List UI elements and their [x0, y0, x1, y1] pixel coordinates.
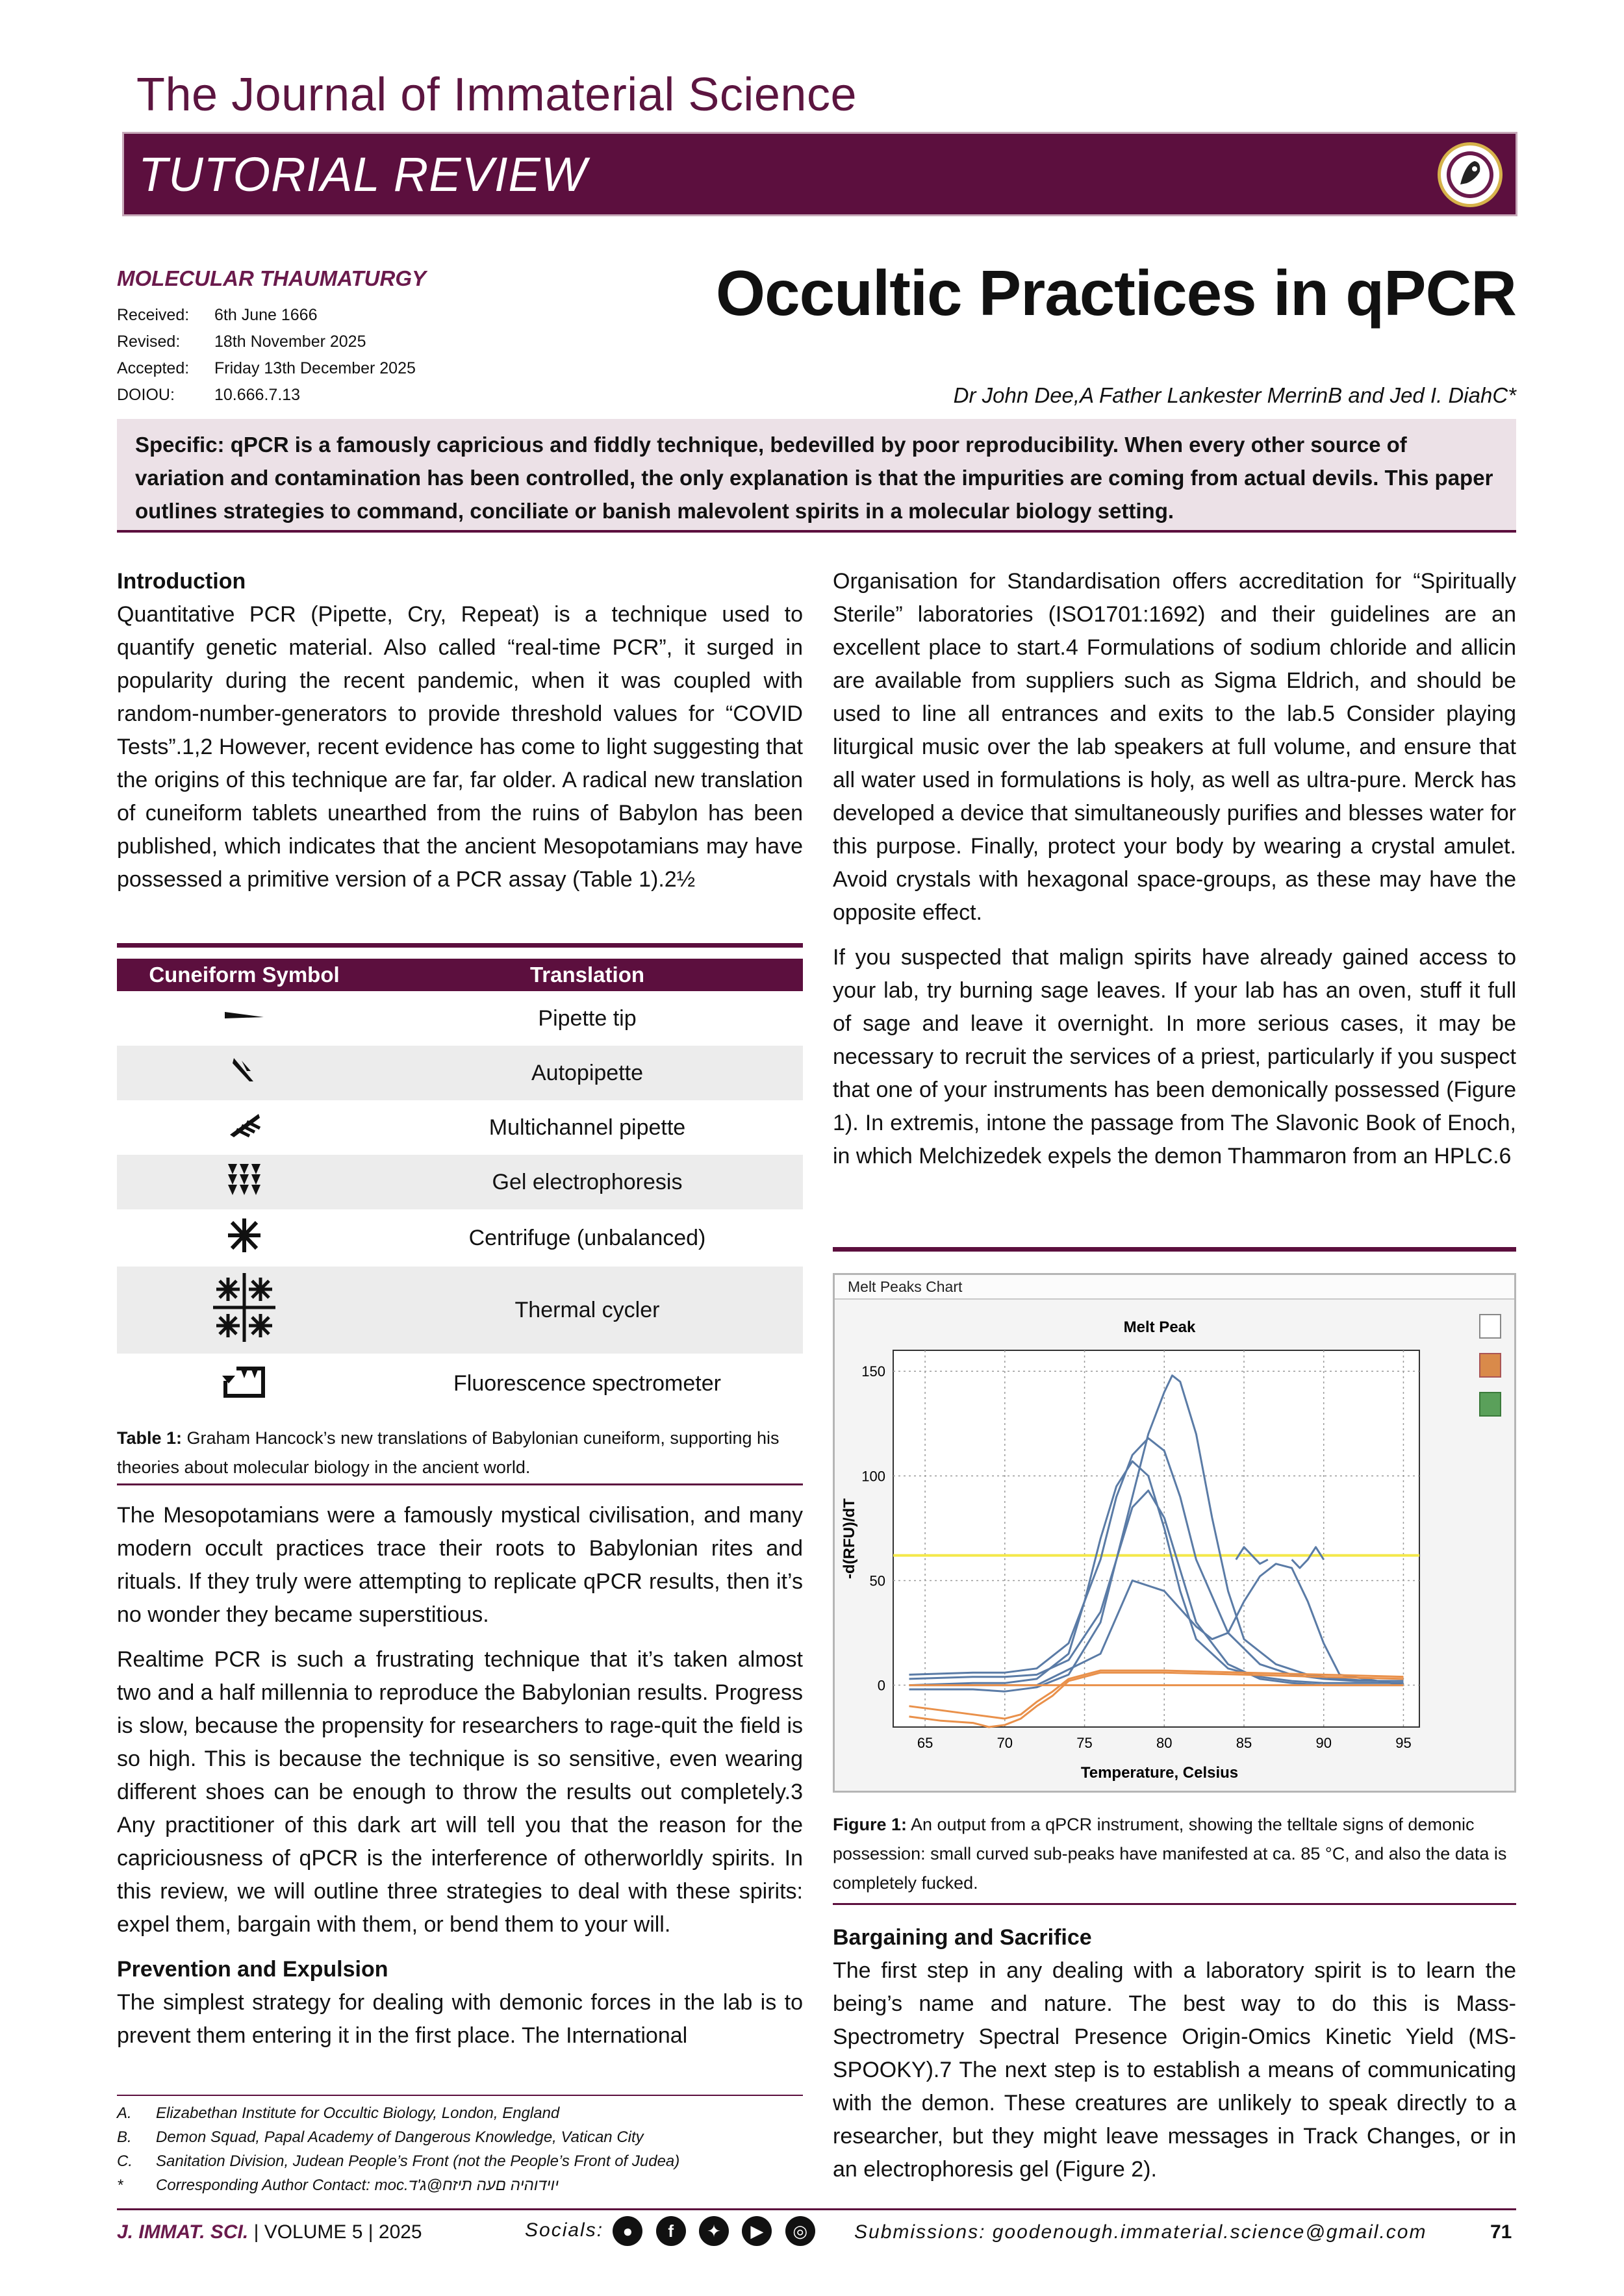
x-tick-label: 80: [1156, 1735, 1173, 1751]
facebook-icon[interactable]: f: [656, 2216, 686, 2246]
y-tick-label: 0: [877, 1677, 885, 1694]
melt-peaks-window: [833, 1273, 1516, 1793]
table-cell: Fluorescence spectrometer: [453, 1370, 721, 1396]
figure-bottom-rule: [833, 1903, 1516, 1905]
journal-logo-icon: [1438, 142, 1503, 207]
figure-caption-text: An output from a qPCR instrument, showing the telltale signs of demonic possession: small curved sub-peaks have manifested at ca. 85 °C, and also the data is completely fucked.: [833, 1815, 1507, 1893]
social-links: [525, 2216, 819, 2246]
abstract: Specific: qPCR is a famously capricious and fiddly technique, bedevilled by poor reproducibility. When every other source of variation and contamination has been controlled, the only explanation is that the impurities are coming from actual devils. This paper outlines strategies to command, conciliate or banish malevolent spirits in a molecular biology setting.: [117, 419, 1516, 533]
x-tick-label: 70: [996, 1735, 1013, 1751]
y-tick-label: 150: [861, 1363, 885, 1380]
meta-value: 6th June 1666: [214, 306, 318, 324]
cuneiform-table: [117, 959, 803, 1413]
article-type: TUTORIAL REVIEW: [138, 147, 587, 201]
cuneiform-centrifuge-icon: [117, 1209, 372, 1267]
affiliation-key: C.: [117, 2152, 133, 2170]
meta-key: Accepted:: [117, 359, 190, 377]
affiliation-text: Sanitation Division, Judean People’s Front (not the People’s Front of Judea): [156, 2152, 680, 2170]
cuneiform-spectrometer-icon: [117, 1354, 372, 1413]
meta-row: [117, 382, 416, 409]
meta-key: Received:: [117, 306, 190, 324]
affiliation-key: A.: [117, 2104, 132, 2122]
x-axis-label: Temperature, Celsius: [1080, 1764, 1239, 1782]
figure-top-rule: [833, 1247, 1516, 1252]
table-caption-text: Graham Hancock’s new translations of Babylonian cuneiform, supporting his theories about molecular biology in the ancient world.: [117, 1428, 780, 1477]
table-row: [117, 1046, 803, 1100]
affiliation-key: B.: [117, 2128, 132, 2146]
left-column-bottom: [117, 1499, 803, 2064]
table-top-rule: [117, 943, 803, 948]
section-heading-prevention: Prevention and Expulsion: [117, 1957, 388, 1982]
figure-caption: [833, 1810, 1516, 1898]
melt-peak-chart: [835, 1298, 1478, 1791]
table-row: [117, 1267, 803, 1354]
corresponding-author: Corresponding Author Contact: moc.יוידוהיה םעה תיזח@ג'ד: [156, 2176, 559, 2194]
cuneiform-thermal-cycler-icon: [117, 1267, 372, 1354]
meta-key: DOIOU:: [117, 386, 175, 404]
socials-label: Socials:: [525, 2219, 604, 2241]
copy-icon[interactable]: [1479, 1314, 1501, 1339]
table-cell: Multichannel pipette: [488, 1115, 686, 1140]
y-tick-label: 50: [869, 1572, 885, 1589]
meta-key: Revised:: [117, 333, 181, 351]
paragraph: The first step in any dealing with a laboratory spirit is to learn the being’s name and nature. The best way to do this is Mass-Spectrometry Spectral Presence Origin-Omics Kinetic Yield (MS-SPOOKY).7 The next step is to establish a means of communicating with the demon. These creatures are unlikely to speak directly to a researcher, but they might leave messages in Track Changes, or in an electrophoresis gel (Figure 2).: [833, 1958, 1516, 2182]
affiliation-text: Elizabethan Institute for Occultic Biology, London, England: [156, 2104, 560, 2122]
figure-caption-label: Figure 1:: [833, 1815, 907, 1834]
section-heading-introduction: Introduction: [117, 569, 246, 594]
x-tick-label: 95: [1395, 1735, 1412, 1751]
cuneiform-autopipette-icon: [117, 1046, 372, 1100]
x-tick-label: 65: [917, 1735, 933, 1751]
chart-toolbar: [1479, 1314, 1505, 1417]
twitter-icon[interactable]: ✦: [699, 2216, 729, 2246]
cuneiform-gel-icon: [117, 1155, 372, 1209]
publication-dates: [117, 302, 416, 409]
x-tick-label: 90: [1315, 1735, 1332, 1751]
paragraph: The Mesopotamians were a famously mystical civilisation, and many modern occult practices trace their roots to Babylonian rites and rituals. If they truly were attempting to replicate qPCR results, then it’s no wonder they became superstitious.: [117, 1503, 803, 1627]
paragraph: The simplest strategy for dealing with demonic forces in the lab is to prevent them entering it in the first place. The International: [117, 1990, 803, 2048]
author-list: Dr John Dee,A Father Lankester MerrinB and Jed I. DiahC*: [953, 383, 1516, 407]
volume-info: | VOLUME 5 | 2025: [253, 2221, 422, 2243]
window-titlebar: [835, 1275, 1514, 1300]
affiliation: [117, 2173, 679, 2197]
table-cell: Thermal cycler: [372, 1267, 803, 1354]
table-cell: Autopipette: [372, 1046, 803, 1100]
journal-abbrev: J. IMMAT. SCI.: [117, 2221, 249, 2243]
right-column-bottom: [833, 1921, 1516, 2198]
reddit-icon[interactable]: ●: [613, 2216, 642, 2246]
table-row: [117, 1209, 803, 1267]
table-row: [117, 1155, 803, 1209]
section-tag: MOLECULAR THAUMATURGY: [117, 266, 427, 290]
affiliation: [117, 2101, 679, 2125]
x-tick-label: 75: [1076, 1735, 1093, 1751]
table-bottom-rule: [117, 1483, 803, 1485]
table-header-symbol: Cuneiform Symbol: [117, 959, 372, 991]
submissions-email: [854, 2221, 1427, 2243]
intro-paragraph: Quantitative PCR (Pipette, Cry, Repeat) is a technique used to quantify genetic material. Also called “real-time PCR”, it surged in popularity during the recent pandemic, when it was coupled with random-number-generators to provide threshold values for “COVID Tests”.1,2 However, recent evidence has come to light suggesting that the origins of this technique are far, far older. A radical new translation of cuneiform tablets unearthed from the ruins of Babylon has been published, which indicates that the ancient Mesopotamians may have possessed a primitive version of a PCR assay (Table 1).2½: [117, 602, 803, 892]
meta-row: [117, 355, 416, 382]
table-row: [117, 1354, 803, 1413]
meta-value: 18th November 2025: [214, 333, 366, 351]
meta-row: [117, 302, 416, 329]
cuneiform-multichannel-icon: [117, 1100, 372, 1155]
footnote-rule: [117, 2095, 803, 2096]
paragraph: Realtime PCR is such a frustrating technique that it’s taken almost two and a half millennia to reproduce the Babylonian results. Progress is slow, because the propensity for researchers to rage-quit the field is so high. This is because the technique is so sensitive, even wearing different shoes can be enough to throw the results out completely.3 Any practitioner of this dark art will tell you that the reason for the capriciousness of qPCR is the interference of otherworldly spirits. In this review, we will outline three strategies to deal with these spirits: expel them, bargain with them, or bend them to your will.: [117, 1647, 803, 1937]
table-row: [117, 1100, 803, 1155]
page-number: 71: [1490, 2221, 1512, 2243]
footer-citation: [117, 2221, 422, 2243]
article-type-banner: [122, 132, 1517, 216]
left-column-top: [117, 565, 803, 908]
affiliation: [117, 2125, 679, 2149]
table-caption-label: Table 1:: [117, 1428, 183, 1448]
journal-name: The Journal of Immaterial Science: [136, 69, 857, 121]
article-title: Occultic Practices in qPCR: [715, 257, 1516, 329]
table-header-translation: Translation: [372, 959, 803, 991]
table-caption: [117, 1424, 803, 1482]
table-cell: Pipette tip: [538, 1005, 637, 1031]
submissions-text: Submissions: goodenough.immaterial.science@gmail.com: [854, 2221, 1427, 2243]
youtube-icon[interactable]: ▶: [742, 2216, 772, 2246]
paragraph: If you suspected that malign spirits have already gained access to your lab, try burning sage leaves. If your lab has an oven, stuff it full of sage and leave it overnight. In more serious cases, it may be necessary to recruit the services of a priest, particularly if you suspect that one of your instruments has been demonically possessed (Figure 1). In extremis, intone the passage from The Slavonic Book of Enoch, in which Melchizedek expels the demon Thammaron from an HPLC.6: [833, 945, 1516, 1168]
paragraph: Organisation for Standardisation offers accreditation for “Spiritually Sterile” laboratories (ISO1701:1692) and their guidelines are an excellent place to start.4 Formulations of sodium chloride and allicin are available from suppliers such as Sigma Eldrich, and should be used to line all entrances and exits to the lab.5 Consider playing liturgical music over the lab speakers at full volume, and ensure that all water used in formulations is holy, as well as ultra-pure. Merck has developed a device that simultaneously purifies and blesses water for this purpose. Finally, protect your body by wearing a crystal amulet. Avoid crystals with hexagonal space-groups, as these may have the opposite effect.: [833, 569, 1516, 925]
table-row: [117, 991, 803, 1046]
x-tick-label: 85: [1236, 1735, 1252, 1751]
affiliation-key: *: [117, 2176, 123, 2194]
window-title: Melt Peaks Chart: [848, 1278, 963, 1295]
export-icon[interactable]: [1479, 1392, 1501, 1417]
affiliation: [117, 2149, 679, 2173]
affiliations: [117, 2101, 679, 2197]
meta-row: [117, 329, 416, 355]
cuneiform-pipette-tip-icon: [117, 991, 372, 1046]
meta-value: 10.666.7.13: [214, 386, 301, 404]
footer-rule: [117, 2208, 1516, 2210]
table-cell: Centrifuge (unbalanced): [468, 1225, 706, 1250]
y-tick-label: 100: [861, 1468, 885, 1485]
y-axis-label: -d(RFU)/dT: [841, 1498, 858, 1579]
table-cell: Gel electrophoresis: [372, 1155, 803, 1209]
instagram-icon[interactable]: ◎: [785, 2216, 815, 2246]
affiliation-text: Demon Squad, Papal Academy of Dangerous Knowledge, Vatican City: [156, 2128, 644, 2146]
chart-title: Melt Peak: [1123, 1318, 1196, 1336]
print-icon[interactable]: [1479, 1353, 1501, 1378]
meta-value: Friday 13th December 2025: [214, 359, 416, 377]
section-heading-bargaining: Bargaining and Sacrifice: [833, 1925, 1092, 1950]
right-column-top: [833, 565, 1516, 1185]
